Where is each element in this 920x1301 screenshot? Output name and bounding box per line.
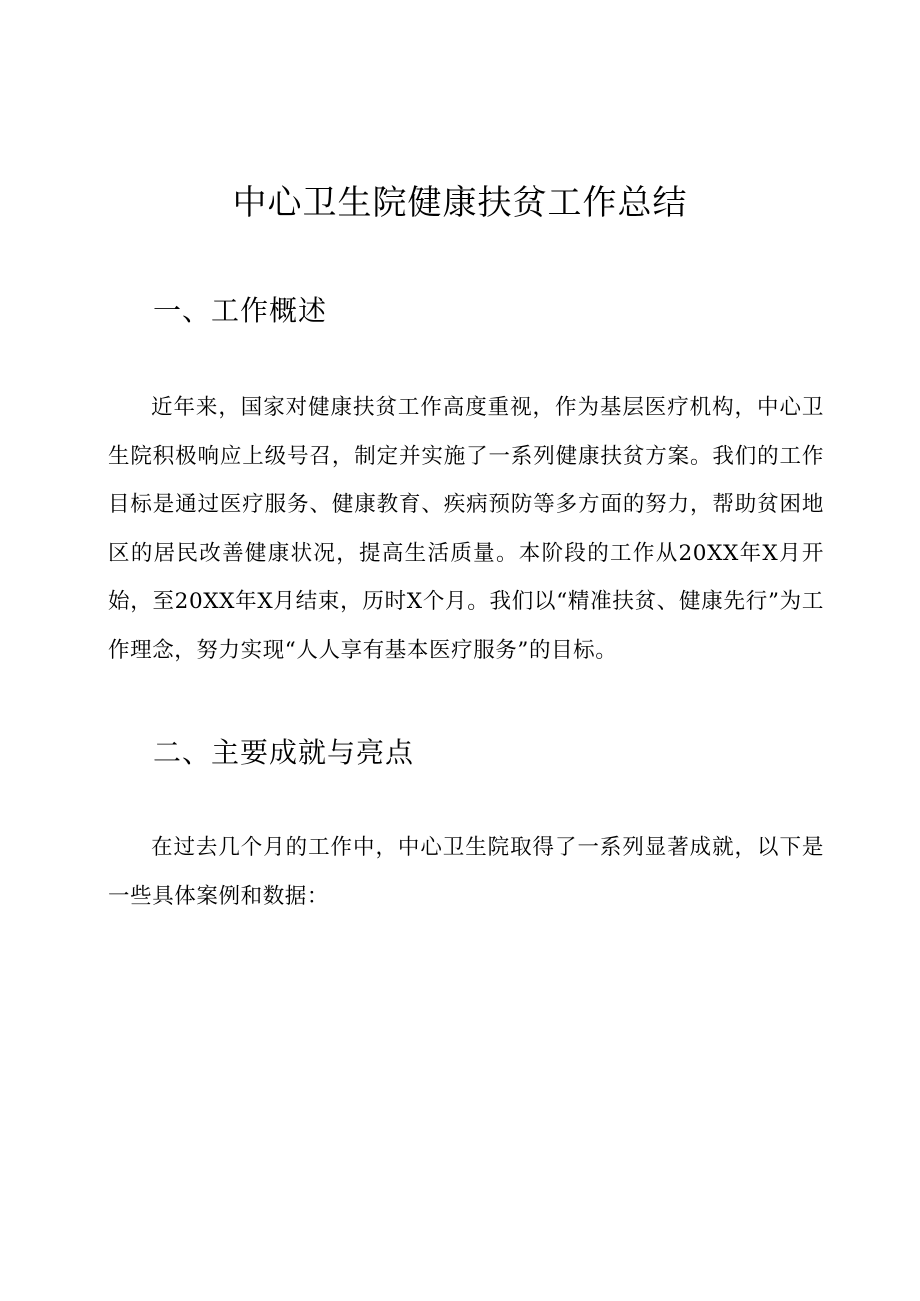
document-title: 中心卫生院健康扶贫工作总结 xyxy=(232,183,688,223)
section-paragraph-overview: 近年来，国家对健康扶贫工作高度重视，作为基层医疗机构，中心卫生院积极响应上级号召，制定并实施了一系列健康扶贫方案。我们的工作目标是通过医疗服务、健康教育、疾病预防等多方面的努力，帮助贫困地区的居民改善健康状况，提高生活质量。本阶段的工作从20XX年X月开始，至20XX年X月结束，历时X个月。我们以“精准扶贫、健康先行”为工作理念，努力实现“人人享有基本医疗服务”的目标。 xyxy=(108,395,824,663)
section-heading-overview: 一、工作概述 xyxy=(153,294,328,327)
section-paragraph-achievements: 在过去几个月的工作中，中心卫生院取得了一系列显著成就，以下是一些具体案例和数据： xyxy=(108,835,824,909)
section-heading-achievements: 二、主要成就与亮点 xyxy=(153,736,415,769)
